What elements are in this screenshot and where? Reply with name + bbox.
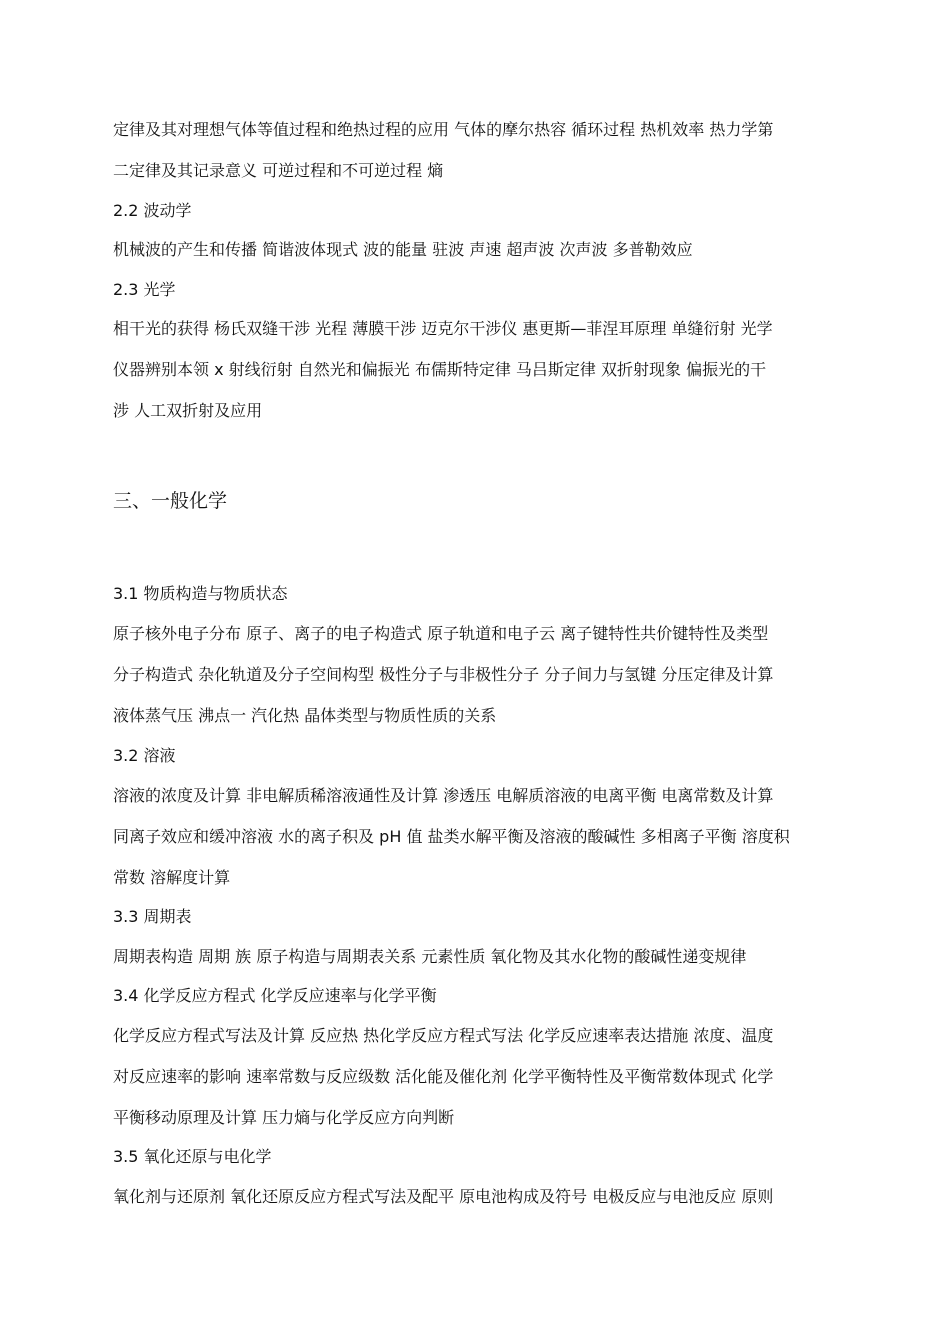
text-line: 涉 人工双折射及应用 [113,401,263,420]
text-line: 溶液的浓度及计算 非电解质稀溶液通性及计算 渗透压 电解质溶液的电离平衡 电离常数及计算 [113,786,774,805]
text-line: 对反应速率的影响 速率常数与反应级数 活化能及催化剂 化学平衡特性及平衡常数体现式 化学 [113,1067,774,1086]
text-line: 二定律及其记录意义 可逆过程和不可逆过程 熵 [113,161,444,180]
text-line: 液体蒸气压 沸点一 汽化热 晶体类型与物质性质的关系 [113,706,497,725]
subsection-heading: 3.5 氧化还原与电化学 [113,1147,272,1166]
subsection-heading: 3.3 周期表 [113,907,192,926]
text-line: 定律及其对理想气体等值过程和绝热过程的应用 气体的摩尔热容 循环过程 热机效率 热力学第 [113,120,774,139]
subsection-heading: 2.3 光学 [113,280,176,299]
section-heading: 三、一般化学 [113,490,228,512]
text-line: 氧化剂与还原剂 氧化还原反应方程式写法及配平 原电池构成及符号 电极反应与电池反应 原则 [113,1187,774,1206]
text-line: 相干光的获得 杨氏双缝干涉 光程 薄膜干涉 迈克尔干涉仪 惠更斯—菲涅耳原理 单缝衍射 光学 [113,319,773,338]
text-line: 分子构造式 杂化轨道及分子空间构型 极性分子与非极性分子 分子间力与氢键 分压定律及计算 [113,665,774,684]
text-line: 平衡移动原理及计算 压力熵与化学反应方向判断 [113,1108,455,1127]
text-line: 机械波的产生和传播 简谐波体现式 波的能量 驻波 声速 超声波 次声波 多普勒效应 [113,240,693,259]
text-line: 仪器辨别本领 x 射线衍射 自然光和偏振光 布儒斯特定律 马吕斯定律 双折射现象 偏振光的干 [113,360,767,379]
text-line: 化学反应方程式写法及计算 反应热 热化学反应方程式写法 化学反应速率表达措施 浓度、温度 [113,1026,774,1045]
subsection-heading: 2.2 波动学 [113,201,192,220]
text-line: 周期表构造 周期 族 原子构造与周期表关系 元素性质 氧化物及其水化物的酸碱性递变规律 [113,947,747,966]
subsection-heading: 3.1 物质构造与物质状态 [113,584,288,603]
text-line: 原子核外电子分布 原子、离子的电子构造式 原子轨道和电子云 离子键特性共价键特性及类型 [113,624,769,643]
subsection-heading: 3.2 溶液 [113,746,176,765]
text-line: 常数 溶解度计算 [113,868,231,887]
subsection-heading: 3.4 化学反应方程式 化学反应速率与化学平衡 [113,986,437,1005]
text-line: 同离子效应和缓冲溶液 水的离子积及 pH 值 盐类水解平衡及溶液的酸碱性 多相离子平衡 溶度积 [113,827,790,846]
